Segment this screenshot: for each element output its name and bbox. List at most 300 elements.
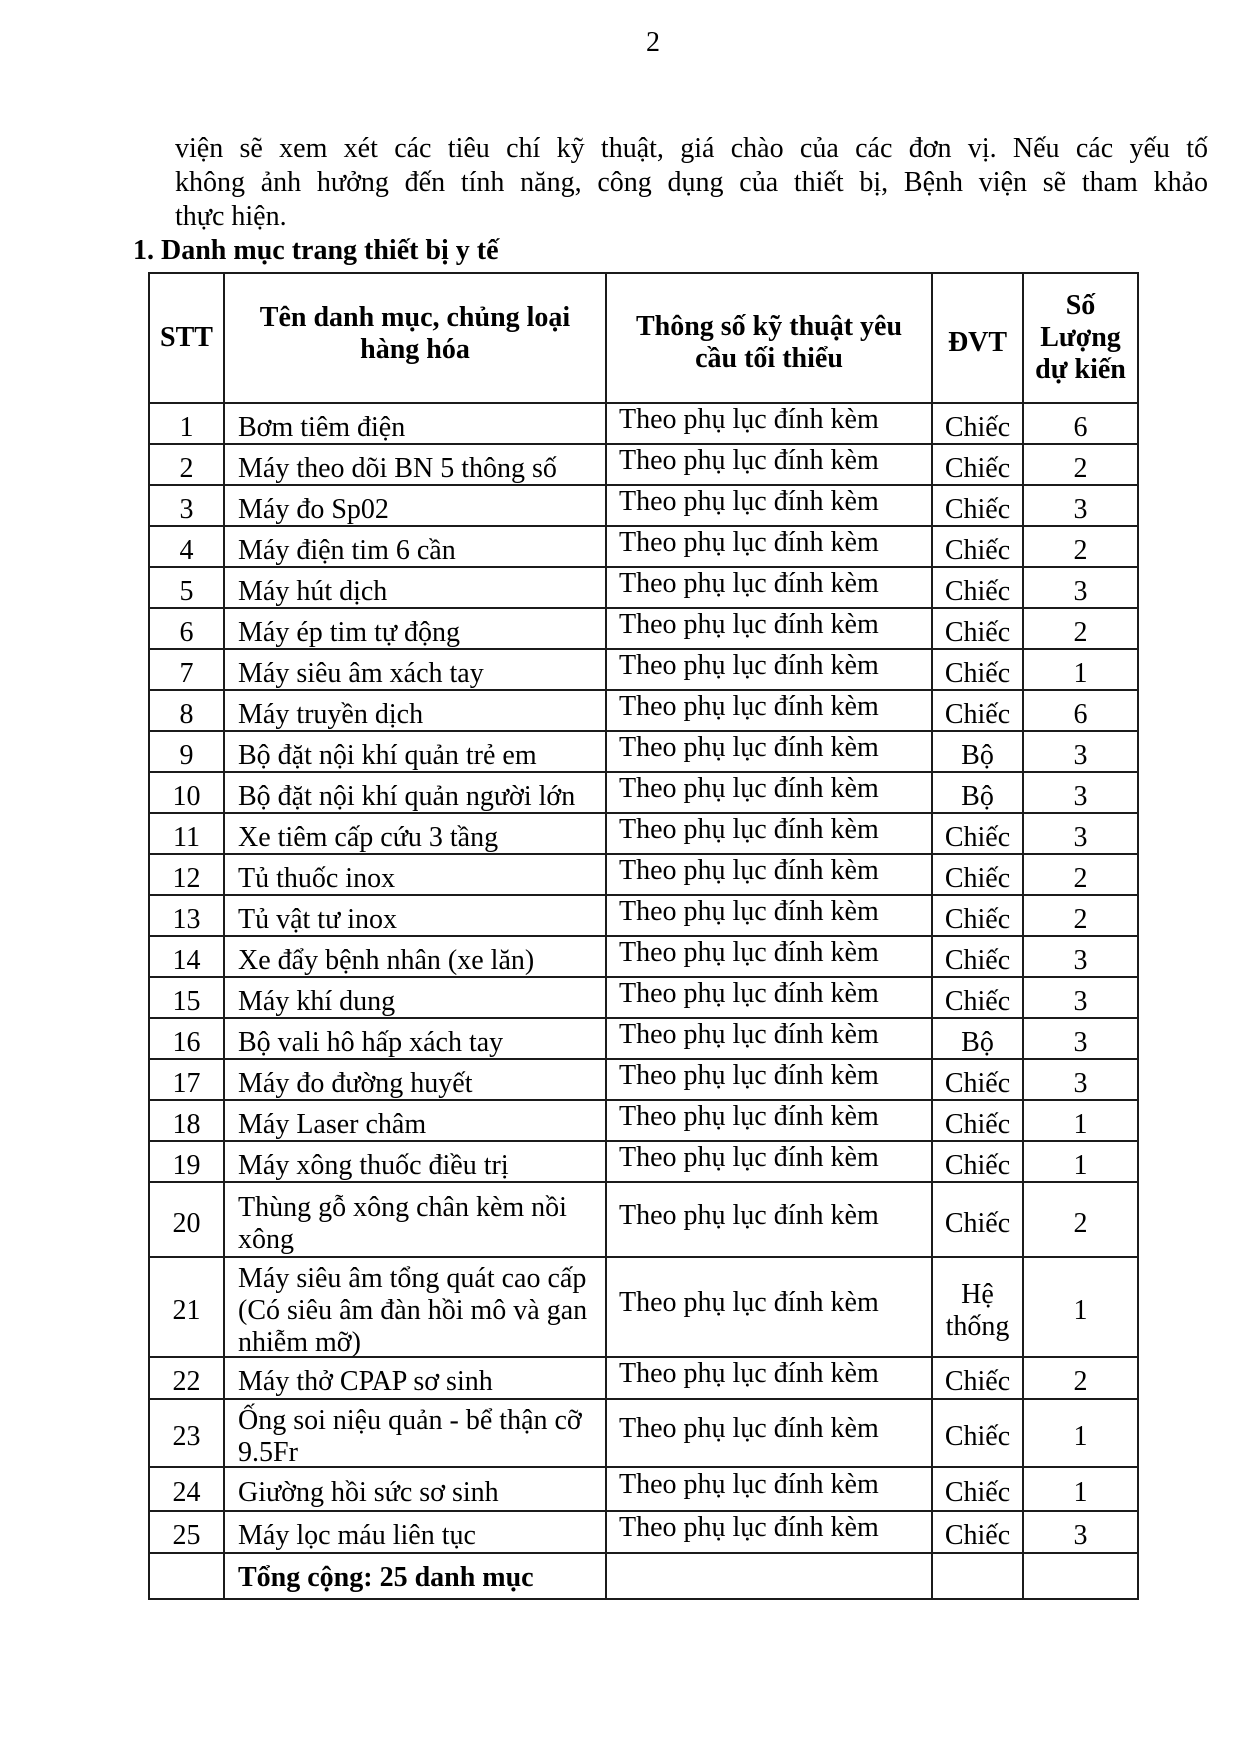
stt-cell-text: 22: [172, 1366, 201, 1397]
header-qty-label: Số Lượng dự kiến: [1035, 290, 1126, 385]
qty-cell-text: 1: [1073, 1108, 1088, 1140]
name-cell-text: Máy xông thuốc điều trị: [238, 1149, 509, 1181]
stt-cell-text: 9: [179, 739, 194, 771]
spec-cell-text: Theo phụ lục đính kèm: [619, 526, 879, 558]
name-cell: [224, 444, 606, 485]
stt-cell: [149, 1257, 224, 1357]
spec-cell: [606, 485, 932, 526]
table-row: [149, 1467, 1138, 1511]
name-cell-text: Máy thở CPAP sơ sinh: [238, 1366, 493, 1397]
intro-paragraph: [175, 132, 1208, 234]
stt-cell: [149, 1399, 224, 1467]
name-cell-text: Máy khí dung: [238, 985, 396, 1017]
name-cell: [224, 485, 606, 526]
qty-cell: [1023, 567, 1138, 608]
stt-cell-text: 10: [172, 780, 201, 812]
qty-cell: [1023, 854, 1138, 895]
table-row: [149, 567, 1138, 608]
qty-cell: [1023, 1018, 1138, 1059]
qty-cell: [1023, 1100, 1138, 1141]
qty-cell: [1023, 813, 1138, 854]
unit-cell: [932, 526, 1023, 567]
qty-cell: [1023, 731, 1138, 772]
name-cell: [224, 526, 606, 567]
unit-cell-text: Chiếc: [944, 1520, 1011, 1551]
qty-cell-text: 3: [1073, 575, 1088, 607]
unit-cell: [932, 1018, 1023, 1059]
spec-cell: [606, 854, 932, 895]
stt-cell: [149, 895, 224, 936]
unit-cell: [932, 1100, 1023, 1141]
header-specs-label: Thông số kỹ thuật yêu cầu tối thiểu: [635, 311, 903, 374]
qty-cell-text: 2: [1073, 862, 1088, 894]
name-cell: [224, 977, 606, 1018]
spec-cell-text: Theo phụ lục đính kèm: [619, 1469, 879, 1500]
name-cell-text: Ống soi niệu quản - bể thận cỡ 9.5Fr: [238, 1405, 582, 1468]
stt-cell-text: 1: [179, 411, 194, 443]
section-heading: 1. Danh mục trang thiết bị y tế: [133, 235, 499, 266]
qty-cell-text: 1: [1073, 1421, 1088, 1452]
qty-cell: [1023, 649, 1138, 690]
unit-cell-text: Chiếc: [944, 698, 1011, 730]
qty-cell: [1023, 772, 1138, 813]
table-row: [149, 1399, 1138, 1467]
qty-cell: [1023, 1141, 1138, 1182]
name-cell-text: Bộ đặt nội khí quản trẻ em: [238, 739, 537, 771]
name-cell-text: Máy theo dõi BN 5 thông số: [238, 452, 557, 484]
unit-cell: [932, 444, 1023, 485]
unit-cell: [932, 1357, 1023, 1399]
table-row: [149, 1059, 1138, 1100]
table-row: [149, 1357, 1138, 1399]
unit-cell: [932, 403, 1023, 444]
stt-cell: [149, 690, 224, 731]
name-cell-text: Bơm tiêm điện: [238, 411, 406, 443]
stt-cell: [149, 1059, 224, 1100]
qty-cell-text: 3: [1073, 944, 1088, 976]
spec-cell: [606, 567, 932, 608]
unit-cell: [932, 772, 1023, 813]
header-name-label: Tên danh mục, chủng loại hàng hóa: [259, 302, 571, 365]
unit-cell-text: Hệ thống: [945, 1279, 1010, 1342]
name-cell: [224, 895, 606, 936]
name-cell-text: Giường hồi sức sơ sinh: [238, 1477, 499, 1508]
spec-cell: [606, 1182, 932, 1257]
qty-cell-text: 3: [1073, 493, 1088, 525]
qty-cell-text: 2: [1073, 1366, 1088, 1397]
spec-cell: [606, 608, 932, 649]
stt-cell-text: 20: [172, 1207, 201, 1239]
qty-cell: [1023, 608, 1138, 649]
header-stt-label: STT: [160, 322, 213, 353]
stt-cell-text: 5: [179, 575, 194, 607]
spec-cell-text: Theo phụ lục đính kèm: [619, 977, 879, 1009]
qty-cell-text: 2: [1073, 903, 1088, 935]
header-unit: [932, 273, 1023, 403]
equipment-table: [148, 272, 1139, 1600]
spec-cell: [606, 1511, 932, 1553]
qty-cell: [1023, 1467, 1138, 1511]
qty-cell: [1023, 1357, 1138, 1399]
qty-cell-text: 3: [1073, 1067, 1088, 1099]
stt-cell-text: 6: [179, 616, 194, 648]
spec-cell-text: Theo phụ lục đính kèm: [619, 608, 879, 640]
spec-cell: [606, 1018, 932, 1059]
stt-cell-text: 8: [179, 698, 194, 730]
stt-cell: [149, 1182, 224, 1257]
name-cell: [224, 690, 606, 731]
unit-cell-text: Chiếc: [944, 1477, 1011, 1508]
spec-cell: [606, 1257, 932, 1357]
name-cell-text: Máy truyền dịch: [238, 698, 424, 730]
unit-cell-text: Chiếc: [944, 452, 1011, 484]
qty-cell: [1023, 1257, 1138, 1357]
name-cell: [224, 936, 606, 977]
unit-cell-text: Chiếc: [944, 575, 1011, 607]
spec-cell: [606, 690, 932, 731]
spec-cell-text: Theo phụ lục đính kèm: [619, 813, 879, 845]
name-cell: [224, 1511, 606, 1553]
stt-cell-text: 21: [172, 1295, 201, 1326]
name-cell: [224, 854, 606, 895]
total-label: Tổng cộng: 25 danh mục: [238, 1562, 534, 1593]
intro-line: thực hiện.: [175, 201, 287, 232]
header-unit-label: ĐVT: [947, 327, 1008, 358]
total-stt-cell: [149, 1553, 224, 1599]
table-row: [149, 690, 1138, 731]
stt-cell-text: 19: [172, 1149, 201, 1181]
header-stt: [149, 273, 224, 403]
name-cell: [224, 403, 606, 444]
spec-cell-text: Theo phụ lục đính kèm: [619, 1059, 879, 1091]
unit-cell-text: Chiếc: [944, 411, 1011, 443]
qty-cell: [1023, 526, 1138, 567]
spec-cell: [606, 813, 932, 854]
spec-cell: [606, 977, 932, 1018]
qty-cell-text: 1: [1073, 1295, 1088, 1326]
spec-cell-text: Theo phụ lục đính kèm: [619, 567, 879, 599]
unit-cell-text: Chiếc: [944, 534, 1011, 566]
table-row: [149, 895, 1138, 936]
stt-cell: [149, 526, 224, 567]
stt-cell: [149, 1018, 224, 1059]
qty-cell-text: 3: [1073, 1026, 1088, 1058]
name-cell: [224, 608, 606, 649]
total-unit-cell: [932, 1553, 1023, 1599]
name-cell: [224, 567, 606, 608]
table-row: [149, 1182, 1138, 1257]
intro-line: viện sẽ xem xét các tiêu chí kỹ thuật, giá chào của các đơn vị. Nếu các yếu tố: [175, 133, 1208, 164]
name-cell-text: Bộ đặt nội khí quản người lớn: [238, 780, 576, 812]
name-cell-text: Tủ thuốc inox: [238, 862, 396, 894]
name-cell-text: Máy đo Sp02: [238, 493, 389, 525]
qty-cell-text: 1: [1073, 1149, 1088, 1181]
table-row: [149, 608, 1138, 649]
unit-cell: [932, 1257, 1023, 1357]
unit-cell-text: Bộ: [961, 780, 994, 812]
spec-cell-text: Theo phụ lục đính kèm: [619, 1100, 879, 1132]
spec-cell: [606, 403, 932, 444]
name-cell-text: Máy siêu âm xách tay: [238, 657, 484, 689]
table-row: [149, 854, 1138, 895]
spec-cell-text: Theo phụ lục đính kèm: [619, 895, 879, 927]
name-cell: [224, 1182, 606, 1257]
qty-cell-text: 3: [1073, 985, 1088, 1017]
name-cell-text: Máy lọc máu liên tục: [238, 1520, 476, 1551]
spec-cell-text: Theo phụ lục đính kèm: [619, 1287, 879, 1318]
qty-cell: [1023, 977, 1138, 1018]
qty-cell: [1023, 1399, 1138, 1467]
unit-cell-text: Chiếc: [944, 862, 1011, 894]
spec-cell: [606, 649, 932, 690]
spec-cell-text: Theo phụ lục đính kèm: [619, 1413, 879, 1444]
table-header-row: [149, 273, 1138, 403]
qty-cell-text: 1: [1073, 1477, 1088, 1508]
table-row: [149, 1141, 1138, 1182]
table-row: [149, 936, 1138, 977]
stt-cell: [149, 813, 224, 854]
header-name: [224, 273, 606, 403]
header-qty: [1023, 273, 1138, 403]
unit-cell: [932, 854, 1023, 895]
total-spec-cell: [606, 1553, 932, 1599]
unit-cell: [932, 977, 1023, 1018]
spec-cell-text: Theo phụ lục đính kèm: [619, 485, 879, 517]
table-row: [149, 813, 1138, 854]
unit-cell: [932, 567, 1023, 608]
spec-cell-text: Theo phụ lục đính kèm: [619, 1512, 879, 1543]
unit-cell: [932, 1059, 1023, 1100]
unit-cell-text: Chiếc: [944, 1067, 1011, 1099]
unit-cell: [932, 608, 1023, 649]
spec-cell-text: Theo phụ lục đính kèm: [619, 690, 879, 722]
name-cell: [224, 731, 606, 772]
unit-cell: [932, 813, 1023, 854]
spec-cell: [606, 1100, 932, 1141]
qty-cell-text: 3: [1073, 780, 1088, 812]
stt-cell-text: 11: [173, 821, 200, 853]
table-row: [149, 772, 1138, 813]
spec-cell-text: Theo phụ lục đính kèm: [619, 731, 879, 763]
intro-line: không ảnh hưởng đến tính năng, công dụng của thiết bị, Bệnh viện sẽ tham khảo: [175, 167, 1208, 198]
spec-cell-text: Theo phụ lục đính kèm: [619, 649, 879, 681]
qty-cell: [1023, 403, 1138, 444]
table-row: [149, 1100, 1138, 1141]
name-cell: [224, 1257, 606, 1357]
table-row: [149, 1257, 1138, 1357]
qty-cell: [1023, 936, 1138, 977]
spec-cell: [606, 936, 932, 977]
stt-cell: [149, 854, 224, 895]
spec-cell: [606, 1059, 932, 1100]
stt-cell-text: 15: [172, 985, 201, 1017]
qty-cell: [1023, 485, 1138, 526]
qty-cell-text: 2: [1073, 452, 1088, 484]
unit-cell-text: Chiếc: [944, 493, 1011, 525]
stt-cell: [149, 485, 224, 526]
spec-cell: [606, 1399, 932, 1467]
unit-cell-text: Chiếc: [944, 657, 1011, 689]
stt-cell: [149, 444, 224, 485]
spec-cell-text: Theo phụ lục đính kèm: [619, 403, 879, 435]
qty-cell: [1023, 895, 1138, 936]
name-cell-text: Tủ vật tư inox: [238, 903, 398, 935]
qty-cell: [1023, 690, 1138, 731]
unit-cell: [932, 485, 1023, 526]
stt-cell: [149, 567, 224, 608]
name-cell: [224, 649, 606, 690]
stt-cell-text: 25: [172, 1520, 201, 1551]
name-cell-text: Máy Laser châm: [238, 1108, 427, 1140]
stt-cell: [149, 1141, 224, 1182]
name-cell-text: Máy siêu âm tổng quát cao cấp (Có siêu âm đàn hồi mô và gan nhiễm mỡ): [238, 1263, 588, 1358]
unit-cell: [932, 1511, 1023, 1553]
unit-cell: [932, 649, 1023, 690]
spec-cell-text: Theo phụ lục đính kèm: [619, 1358, 879, 1389]
spec-cell-text: Theo phụ lục đính kèm: [619, 1141, 879, 1173]
qty-cell: [1023, 1511, 1138, 1553]
unit-cell-text: Chiếc: [944, 616, 1011, 648]
name-cell-text: Máy điện tim 6 cần: [238, 534, 456, 566]
name-cell-text: Bộ vali hô hấp xách tay: [238, 1026, 504, 1058]
stt-cell: [149, 1357, 224, 1399]
name-cell-text: Máy đo đường huyết: [238, 1067, 473, 1099]
spec-cell-text: Theo phụ lục đính kèm: [619, 936, 879, 968]
name-cell-text: Xe đẩy bệnh nhân (xe lăn): [238, 944, 535, 976]
stt-cell: [149, 1511, 224, 1553]
qty-cell-text: 6: [1073, 698, 1088, 730]
stt-cell: [149, 649, 224, 690]
qty-cell: [1023, 1182, 1138, 1257]
unit-cell-text: Chiếc: [944, 1421, 1011, 1452]
stt-cell-text: 13: [172, 903, 201, 935]
unit-cell-text: Chiếc: [944, 1366, 1011, 1397]
unit-cell: [932, 690, 1023, 731]
qty-cell-text: 6: [1073, 411, 1088, 443]
unit-cell: [932, 1182, 1023, 1257]
unit-cell: [932, 1141, 1023, 1182]
unit-cell-text: Chiếc: [944, 821, 1011, 853]
stt-cell-text: 24: [172, 1477, 201, 1508]
spec-cell: [606, 895, 932, 936]
name-cell: [224, 1059, 606, 1100]
stt-cell-text: 3: [179, 493, 194, 525]
qty-cell: [1023, 1059, 1138, 1100]
unit-cell: [932, 895, 1023, 936]
table-row: [149, 1511, 1138, 1553]
unit-cell: [932, 1399, 1023, 1467]
stt-cell-text: 7: [179, 657, 194, 689]
table-row: [149, 731, 1138, 772]
stt-cell: [149, 731, 224, 772]
stt-cell-text: 16: [172, 1026, 201, 1058]
spec-cell-text: Theo phụ lục đính kèm: [619, 854, 879, 886]
stt-cell-text: 17: [172, 1067, 201, 1099]
spec-cell-text: Theo phụ lục đính kèm: [619, 1018, 879, 1050]
name-cell: [224, 1467, 606, 1511]
stt-cell: [149, 977, 224, 1018]
spec-cell: [606, 1467, 932, 1511]
spec-cell: [606, 731, 932, 772]
qty-cell-text: 2: [1073, 616, 1088, 648]
qty-cell-text: 2: [1073, 534, 1088, 566]
qty-cell-text: 1: [1073, 657, 1088, 689]
name-cell: [224, 1399, 606, 1467]
spec-cell-text: Theo phụ lục đính kèm: [619, 772, 879, 804]
qty-cell-text: 3: [1073, 1520, 1088, 1551]
stt-cell: [149, 403, 224, 444]
unit-cell-text: Bộ: [961, 1026, 994, 1058]
spec-cell-text: Theo phụ lục đính kèm: [619, 444, 879, 476]
name-cell: [224, 1018, 606, 1059]
unit-cell: [932, 936, 1023, 977]
stt-cell-text: 18: [172, 1108, 201, 1140]
stt-cell-text: 12: [172, 862, 201, 894]
table-row: [149, 649, 1138, 690]
stt-cell-text: 14: [172, 944, 201, 976]
qty-cell: [1023, 444, 1138, 485]
table-row: [149, 977, 1138, 1018]
table-total-row: [149, 1553, 1138, 1599]
spec-cell: [606, 772, 932, 813]
qty-cell-text: 2: [1073, 1207, 1088, 1239]
stt-cell: [149, 936, 224, 977]
stt-cell-text: 4: [179, 534, 194, 566]
name-cell: [224, 772, 606, 813]
name-cell: [224, 813, 606, 854]
stt-cell: [149, 608, 224, 649]
spec-cell-text: Theo phụ lục đính kèm: [619, 1199, 879, 1231]
name-cell: [224, 1357, 606, 1399]
qty-cell-text: 3: [1073, 821, 1088, 853]
header-specs: [606, 273, 932, 403]
spec-cell: [606, 1357, 932, 1399]
total-label-cell: [224, 1553, 606, 1599]
name-cell-text: Thùng gỗ xông chân kèm nồi xông: [238, 1191, 567, 1255]
page-number: 2: [646, 27, 660, 58]
name-cell-text: Máy ép tim tự động: [238, 616, 461, 648]
unit-cell: [932, 731, 1023, 772]
unit-cell-text: Chiếc: [944, 985, 1011, 1017]
unit-cell-text: Chiếc: [944, 1207, 1011, 1239]
name-cell-text: Máy hút dịch: [238, 575, 388, 607]
spec-cell: [606, 444, 932, 485]
total-qty-cell: [1023, 1553, 1138, 1599]
name-cell: [224, 1141, 606, 1182]
name-cell: [224, 1100, 606, 1141]
table-row: [149, 1018, 1138, 1059]
name-cell-text: Xe tiêm cấp cứu 3 tầng: [238, 821, 499, 853]
stt-cell: [149, 1100, 224, 1141]
spec-cell: [606, 526, 932, 567]
table-row: [149, 444, 1138, 485]
table-row: [149, 485, 1138, 526]
stt-cell: [149, 772, 224, 813]
spec-cell: [606, 1141, 932, 1182]
unit-cell-text: Chiếc: [944, 903, 1011, 935]
qty-cell-text: 3: [1073, 739, 1088, 771]
stt-cell-text: 23: [172, 1421, 201, 1452]
table-row: [149, 403, 1138, 444]
table-row: [149, 526, 1138, 567]
unit-cell-text: Chiếc: [944, 1149, 1011, 1181]
stt-cell: [149, 1467, 224, 1511]
unit-cell-text: Bộ: [961, 739, 994, 771]
unit-cell: [932, 1467, 1023, 1511]
unit-cell-text: Chiếc: [944, 1108, 1011, 1140]
stt-cell-text: 2: [179, 452, 194, 484]
unit-cell-text: Chiếc: [944, 944, 1011, 976]
